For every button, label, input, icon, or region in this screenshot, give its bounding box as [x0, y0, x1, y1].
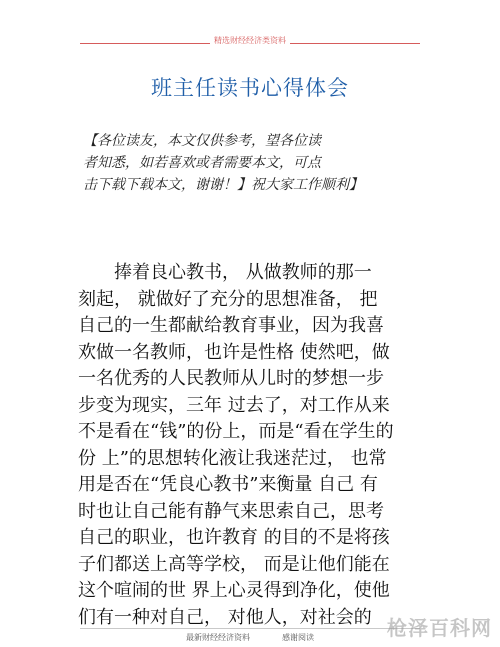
body-line: 时也让自己能有静气来思索自己，思考	[78, 500, 384, 522]
body-line: 欢做一名教师，也许是性格 使然吧，做	[78, 341, 390, 363]
body-line: 一名优秀的人民教师从儿时的梦想一步	[78, 368, 384, 389]
body-line: 步变为现实，三年 过去了，对工作从来	[78, 394, 390, 416]
page-footer	[80, 628, 420, 644]
body-line: 捧着良心教书， 从做教师的那一	[78, 262, 372, 283]
body-line: 子们都送上高等学校， 而是让他们能在	[78, 553, 390, 575]
body-line: 自己的职业，也许教育 的目的不是将孩	[78, 527, 390, 548]
site-watermark: 枪泽百科网	[387, 616, 492, 640]
download-notice	[83, 130, 433, 196]
header-text: 精选财经经济类资料	[210, 35, 290, 46]
notice-line: 击下载下载本文，谢谢！】祝大家工作顺利】	[83, 177, 363, 193]
page-header	[80, 34, 420, 54]
footer-rule	[80, 628, 420, 629]
body-line: 刻起， 就做好了充分的思想准备， 把	[78, 288, 378, 310]
body-line: 们有一种对自己， 对他人，对社会的	[78, 606, 372, 628]
body-line: 不是看在“钱”的份上，而是“看在学生的	[78, 421, 394, 442]
body-line: 这个喧闹的世 界上心灵得到净化，使他	[78, 580, 390, 601]
document-title: 班主任读书心得体会	[151, 76, 349, 100]
body-line: 自己的一生都献给教育事业，因为我喜	[78, 315, 384, 336]
body-line: 用是否在“凭良心教书”来衡量 自己 有	[78, 474, 378, 495]
footer-text: 最新财经经济资料 感谢阅读	[186, 633, 314, 642]
notice-line: 者知悉，如若喜欢或者需要本文，可点	[83, 155, 321, 171]
body-line: 份 上”的思想转化液让我迷茫过， 也常	[78, 447, 387, 469]
notice-line: 【各位读友，本文仅供参考，望各位读	[83, 133, 321, 149]
body-paragraph	[78, 260, 430, 631]
